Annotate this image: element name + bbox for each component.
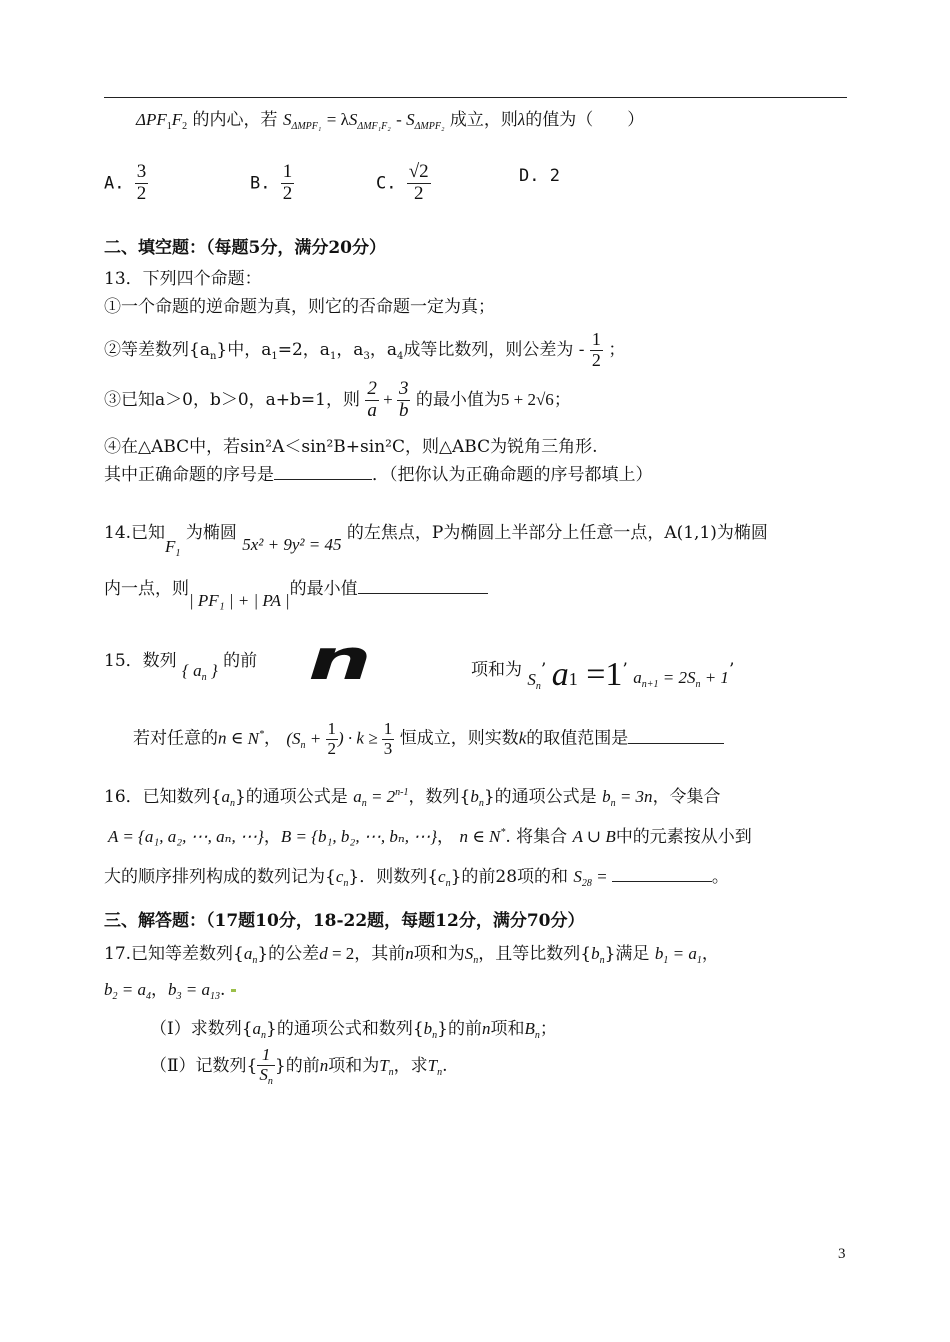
q13-prop-4: ④在△ABC中，若sin²A＜sin²B+sin²C，则△ABC为锐角三角形. — [104, 437, 598, 457]
option-a: A. $\frac{3}{2}$ — [104, 161, 147, 204]
q17-line-2: $b_2 = a_4$，$b_3 = a_{13}$. — [104, 975, 236, 1002]
q17-line-1: 17.已知等差数列$\{a_n\}$的公差d = 2，其前n项和为$S_n$，且等比数列$\{b_n\}$满足 $b_1 = a_1$， — [104, 944, 719, 966]
option-c: C. $\frac{√2}{2}$ — [376, 161, 429, 204]
option-b: B. $\frac{1}{2}$ — [250, 161, 293, 204]
header-rule — [104, 97, 847, 98]
option-d: D. 2 — [519, 166, 560, 186]
q12-stem: $\Delta PF_1F_2$ 的内心，若 $S_{\Delta MPF_1} = \lambda S_{\Delta MF_1F_2} - S_{\Delta MPF_2}$ 成立，则λ的值为（ ） — [136, 110, 645, 132]
section-2-title: 二、填空题：（每题5分，满分20分） — [104, 238, 386, 258]
n-glyph-image: n — [308, 628, 372, 693]
q16-line-1: 16．已知数列$\{a_n\}$的通项公式是 $a_n = 2^{n-1}$，数列$\{b_n\}$的通项公式是 $b_n = 3n$，令集合 — [104, 787, 721, 809]
section-3-title: 三、解答题：（17题10分，18-22题，每题12分，满分70分） — [104, 911, 585, 931]
q16-line-3: 大的顺序排列构成的数列记为$\{c_n\}$．则数列$\{c_n\}$的前28项的和 $S_{28}$ = 。 — [104, 867, 729, 889]
q17-part-1: （Ⅰ）求数列$\{a_n\}$的通项公式和数列$\{b_n\}$的前n项和$B_n$； — [150, 1019, 557, 1041]
q16-line-2: A = {a₁, a₂, ⋯, aₙ, ⋯}，B = {b₁, b₂, ⋯, bₙ, ⋯}， n ∈ N*. 将集合 A ∪ B中的元素按从小到 — [108, 827, 752, 847]
q13-prop-1: ①一个命题的逆命题为真，则它的否命题一定为真； — [104, 297, 495, 317]
q15-line-1: 15．数列 { $a_n$ } 的前 — [104, 651, 258, 683]
q17-part-2: （Ⅱ）记数列{ $\frac{1}{S_n}$ }的前n项和为$T_n$，求$T_n$. — [150, 1045, 448, 1087]
green-marker — [231, 989, 236, 992]
q15-line-2: 若对任意的n ∈ N*， ($S_n$ + $\frac{1}{2}$ ) · k ≥ $\frac{1}{3}$ 恒成立，则实数k的取值范围是 — [133, 720, 724, 758]
q13-answer: 其中正确命题的序号是 ．（把你认为正确命题的序号都填上） — [104, 465, 653, 485]
q14-line-1: 14.已知$F_1$ 为椭圆 5x² + 9y² = 45 的左焦点，P为椭圆上半部分上任意一点，A(1,1)为椭圆 — [104, 523, 768, 559]
q13-prop-3: ③已知a＞0，b＞0，a+b=1，则 $\frac{2}{a}$ + $\frac{3}{b}$ 的最小值为5 + 2√6； — [104, 378, 571, 421]
page-number: 3 — [838, 1246, 846, 1262]
q14-line-2: 内一点，则| PF₁ | + | PA |的最小值 — [104, 574, 488, 599]
q13-prop-2: ②等差数列$\{a_n\}$中，$a_1=2$，$a_1$，$a_3$，$a_4$成等比数列，则公差为 - $\frac{1}{2}$ ； — [104, 329, 626, 370]
q13-stem: 13．下列四个命题： — [104, 269, 262, 289]
q15-line-1-b: 项和为 $S_n$’ a1 =1’ $a_{n+1} = 2S_n + 1$’ — [471, 656, 735, 693]
